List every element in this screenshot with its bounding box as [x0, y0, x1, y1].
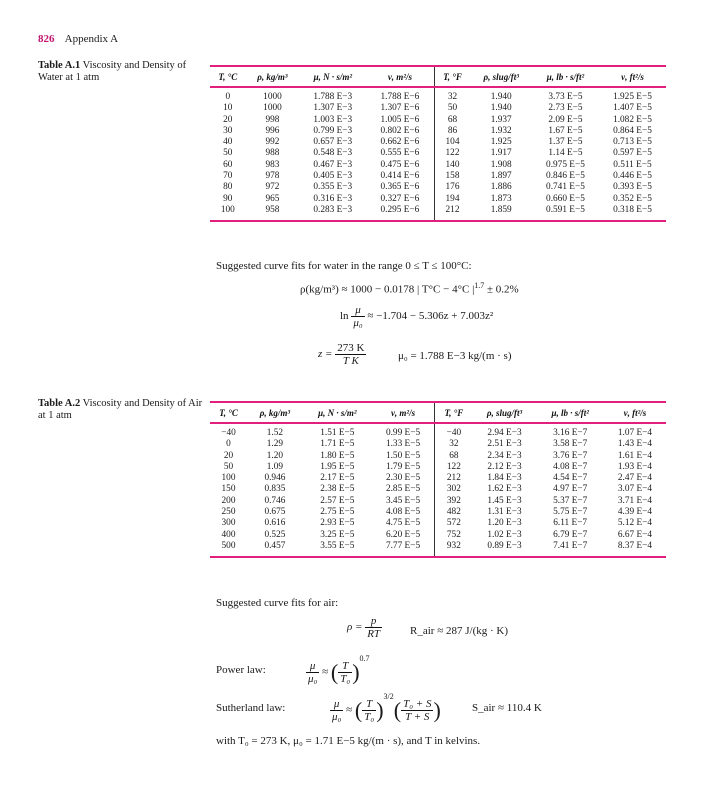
table-cell: 150 [221, 484, 236, 495]
table-cell: 500 [221, 540, 236, 551]
sutherland-law-fit: $\frac{\mu}{\text{μ₀}}$ ≈ ( $\frac{T}{\text{T₀}}$ )$^{3/2}$( $\frac{\text{T₀ + S}}{T + S}$ ) [332, 692, 441, 723]
table-cell: 1000 [263, 92, 282, 102]
table-cell: 10 [223, 103, 233, 114]
table-cell: 1.897 [490, 171, 512, 182]
z-numerator: 273 K [337, 342, 365, 354]
table-cell: 1.908 [490, 159, 512, 170]
table-cell: 86 [434, 126, 470, 137]
table-cell: 988 [265, 148, 280, 159]
column-header: ν, ft²/s [623, 407, 647, 418]
table-cell: 2.93 E−5 [320, 518, 355, 529]
table-cell: 992 [265, 137, 280, 148]
mu-numerator: μ [351, 304, 364, 317]
table-cell: 0.675 [264, 507, 286, 518]
table-row [210, 473, 666, 484]
table-cell: 68 [435, 451, 473, 462]
water-table [210, 65, 666, 222]
table-cell: 2.09 E−5 [548, 114, 583, 125]
table-cell: 1.51 E−5 [320, 428, 355, 438]
table-row [210, 541, 666, 557]
table-cell: 1.925 [490, 137, 512, 148]
water-density-fit [300, 281, 519, 296]
z-fraction [335, 342, 366, 367]
table-cell: 0.283 E−3 [313, 204, 353, 215]
table-cell: 0.660 E−5 [546, 193, 585, 204]
table-cell: 0.511 E−5 [613, 159, 652, 170]
table-cell: 0.457 [264, 540, 286, 551]
table-cell: 978 [265, 171, 280, 182]
table-cell: 4.08 E−7 [553, 461, 588, 472]
suth-approx: ≈ [346, 704, 353, 716]
suth-s-ratio [401, 698, 433, 723]
column-header: ν, m²/s [390, 407, 416, 418]
table-cell: 0.355 E−3 [313, 182, 353, 193]
z-lhs: z = [318, 348, 333, 361]
table-cell: 0 [226, 439, 231, 450]
table-cell: 3.07 E−4 [617, 484, 653, 495]
table-cell: 2.38 E−5 [320, 484, 355, 495]
table-cell: 1000 [263, 103, 282, 114]
table-cell: 1.52 [266, 428, 284, 438]
table-cell: 70 [223, 171, 233, 182]
power-exponent: 0.7 [359, 654, 370, 663]
table-cell: 1.307 E−6 [380, 103, 420, 114]
table-cell: 5.75 E−7 [553, 507, 588, 518]
table2-caption-text: Viscosity and Density of Air at 1 atm [38, 398, 203, 421]
table-cell: 1.932 [490, 125, 512, 136]
table-cell: 0.846 E−5 [546, 171, 585, 182]
table-row [210, 496, 666, 507]
table-cell: 0.597 E−5 [613, 148, 652, 159]
column-header: μ, lb · s/ft² [551, 407, 589, 418]
table-cell: 1.005 E−6 [380, 114, 420, 125]
table-cell: 965 [265, 193, 280, 204]
column-header: ρ, kg/m³ [259, 407, 291, 418]
table-cell: 2.75 E−5 [320, 507, 355, 518]
table-cell: 392 [435, 496, 473, 507]
table-cell: 998 [265, 114, 280, 125]
table2-label: Table A.2 [38, 398, 81, 409]
table-cell: 0.713 E−5 [613, 137, 652, 148]
power-mu: μ [306, 660, 319, 673]
power-law-fit: $\frac{\mu}{\text{μ₀}}$ ≈ ( $\frac{T}{\text{T₀}}$ )$^{0.7}$ [308, 654, 370, 685]
table-cell: 1.93 E−4 [617, 461, 653, 472]
table-cell: 0 [225, 92, 231, 102]
table-cell: 1.61 E−4 [617, 450, 653, 461]
table-cell: 176 [434, 182, 470, 193]
table-row [210, 126, 666, 137]
column-header: ρ, slug/ft³ [486, 407, 523, 418]
table-cell: 1.003 E−3 [313, 114, 353, 125]
table-cell: 2.73 E−5 [548, 103, 583, 114]
table-cell: 0.835 [264, 484, 286, 495]
table-cell: 0.616 [264, 518, 286, 529]
water-viscosity-fit [340, 304, 493, 329]
table-cell: 158 [434, 171, 470, 182]
table-row [210, 103, 666, 114]
table-cell: 7.77 E−5 [385, 540, 421, 551]
table-cell: 0.802 E−6 [380, 125, 420, 136]
table-cell: 4.97 E−7 [553, 484, 588, 495]
table-cell: 1.307 E−3 [313, 103, 353, 114]
z-definition [318, 342, 366, 367]
table-cell: 0.555 E−6 [380, 148, 420, 159]
mu0-definition: μ₀ = 1.788 E−3 kg/(m · s) [398, 350, 512, 362]
table-cell: 0.318 E−5 [613, 204, 652, 215]
water-density-exponent: 1.7 [474, 281, 485, 290]
table-cell: 104 [434, 137, 470, 148]
table-cell: 1.37 E−5 [548, 137, 583, 148]
r-air: R_air ≈ 287 J/(kg · K) [410, 625, 508, 637]
suth-lhs [330, 698, 343, 723]
column-header: T, °C [219, 407, 238, 418]
table-cell: 6.79 E−7 [553, 529, 588, 540]
table-cell: 40 [223, 137, 233, 148]
table-cell: 5.37 E−7 [553, 495, 588, 506]
column-header: μ, lb · s/ft² [546, 71, 585, 82]
table-cell: 1.788 E−3 [313, 92, 353, 102]
table-cell: 0.316 E−3 [313, 193, 353, 204]
table-cell: 1.937 [490, 114, 512, 125]
table-cell: 4.39 E−4 [617, 507, 653, 518]
table-cell: 68 [434, 115, 470, 126]
table-cell: 7.41 E−7 [553, 540, 588, 551]
suth-temp-ratio [362, 698, 376, 723]
ideal-gas-fraction [365, 615, 382, 640]
suth-mu0: μ₀ [332, 710, 342, 723]
table-cell: 1.940 [490, 103, 512, 114]
table-cell: 200 [221, 495, 236, 506]
suth-exponent: 3/2 [383, 692, 394, 701]
table-row [210, 507, 666, 518]
power-law-label: Power law: [216, 664, 266, 676]
table-cell: 0.295 E−6 [380, 204, 420, 215]
column-header: T, °F [435, 402, 473, 423]
table-cell: 1.33 E−5 [385, 439, 421, 450]
table-cell: 3.58 E−7 [553, 439, 588, 450]
table-cell: 3.25 E−5 [320, 529, 355, 540]
table-cell: 932 [435, 541, 473, 557]
table-cell: 1.886 [490, 182, 512, 193]
table-cell: 0.799 E−3 [313, 125, 353, 136]
table-cell: 1.31 E−3 [487, 507, 522, 518]
table-row [210, 530, 666, 541]
ln-label: ln [340, 310, 349, 323]
column-header: ρ, slug/ft³ [483, 71, 519, 82]
table-cell: 1.80 E−5 [320, 450, 355, 461]
table-cell: 6.11 E−7 [553, 518, 588, 529]
ideal-gas-fit [347, 615, 382, 640]
table-cell: 50 [223, 148, 233, 159]
suth-t0: T₀ [364, 710, 375, 723]
table-cell: 4.75 E−5 [385, 518, 421, 529]
table-cell: 0.946 [264, 473, 286, 484]
table-cell: 1.45 E−3 [487, 495, 522, 506]
table-cell: 1.788 E−6 [380, 92, 420, 102]
table-cell: 2.57 E−5 [320, 495, 355, 506]
table-cell: 2.30 E−5 [385, 473, 421, 484]
column-header: ν, m²/s [387, 71, 413, 82]
column-header: ρ, kg/m³ [257, 71, 288, 82]
power-approx: ≈ [322, 666, 329, 678]
air-fits-footer: with T₀ = 273 K, μ₀ = 1.71 E−5 kg/(m · s), and T in kelvins. [216, 735, 481, 747]
table-cell: 302 [435, 484, 473, 495]
table-cell: 80 [223, 182, 233, 193]
table-cell: 2.85 E−5 [385, 484, 421, 495]
table-cell: 3.55 E−5 [320, 540, 355, 551]
power-t0: T₀ [340, 672, 351, 685]
table-cell: 2.94 E−3 [487, 428, 522, 438]
mu-ratio [351, 304, 364, 329]
table-cell: 3.71 E−4 [617, 495, 653, 506]
table-cell: 1.29 [266, 439, 284, 450]
table-cell: 0.525 [264, 529, 286, 540]
table-cell: 2.34 E−3 [487, 450, 522, 461]
table-cell: 1.917 [490, 148, 512, 159]
table-cell: 1.62 E−3 [487, 484, 522, 495]
table-cell: 8.37 E−4 [617, 540, 653, 551]
table-cell: 958 [265, 204, 280, 215]
table-cell: 1.873 [490, 193, 512, 204]
table-cell: 752 [435, 530, 473, 541]
table-cell: 100 [221, 473, 236, 484]
table-cell: 0.657 E−3 [313, 137, 353, 148]
water-viscosity-rhs: ≈ −1.704 − 5.306z + 7.003z² [367, 310, 494, 323]
table-header-row [210, 66, 666, 87]
table-cell: 1.20 [266, 450, 284, 461]
power-mu0: μ₀ [308, 672, 318, 685]
table-cell: 212 [434, 205, 470, 221]
table-cell: 250 [221, 507, 236, 518]
table-cell: 1.67 E−5 [548, 125, 583, 136]
power-temp-ratio [338, 660, 352, 685]
table-cell: 1.940 [490, 92, 512, 102]
table-cell: 1.79 E−5 [385, 461, 421, 472]
table-row [210, 87, 666, 103]
water-density-rhs: ± 0.2% [484, 283, 519, 296]
table-cell: 20 [223, 450, 234, 461]
table-cell: 0.393 E−5 [613, 182, 652, 193]
table-cell: 6.20 E−5 [385, 529, 421, 540]
table-cell: 3.73 E−5 [548, 92, 583, 102]
table-row [210, 423, 666, 439]
table-cell: 0.662 E−6 [380, 137, 420, 148]
table-cell: 212 [435, 473, 473, 484]
table-cell: 1.14 E−5 [548, 148, 583, 159]
table-cell: 0.405 E−3 [313, 171, 353, 182]
table-cell: 2.12 E−3 [487, 461, 522, 472]
table-cell: 50 [434, 103, 470, 114]
air-fits-intro: Suggested curve fits for air: [216, 597, 339, 609]
table-cell: 0.746 [264, 495, 286, 506]
table-cell: 4.54 E−7 [553, 473, 588, 484]
table-cell: 0.99 E−5 [385, 428, 421, 438]
table-cell: 482 [435, 507, 473, 518]
table-cell: 0.365 E−6 [380, 182, 420, 193]
table-cell: 572 [435, 518, 473, 529]
table-cell: 1.082 E−5 [613, 114, 652, 125]
table-row [210, 160, 666, 171]
table-cell: 122 [434, 148, 470, 159]
table-cell: 90 [223, 193, 233, 204]
table-cell: 122 [435, 462, 473, 473]
table-cell: 3.16 E−7 [553, 428, 588, 438]
table-cell: 6.67 E−4 [617, 529, 653, 540]
table-cell: 1.50 E−5 [385, 450, 421, 461]
column-header: ν, ft²/s [621, 71, 644, 82]
section-title: Appendix A [64, 33, 119, 45]
table-cell: 3.76 E−7 [553, 450, 588, 461]
table-cell: 0.591 E−5 [546, 204, 585, 215]
water-density-lhs: ρ(kg/m³) ≈ 1000 − 0.0178 | T°C − 4°C | [300, 283, 475, 296]
table-cell: 1.09 [266, 461, 284, 472]
table-cell: 2.17 E−5 [320, 473, 355, 484]
table-cell: 5.12 E−4 [617, 518, 653, 529]
table-cell: 20 [223, 114, 233, 125]
table-row [210, 451, 666, 462]
table-cell: 4.08 E−5 [385, 507, 421, 518]
table-cell: 32 [434, 87, 470, 103]
table-cell: 0.864 E−5 [613, 125, 652, 136]
table-cell: 0.548 E−3 [313, 148, 353, 159]
table-row [210, 439, 666, 450]
pressure: p [365, 615, 382, 628]
column-header: T, °F [434, 66, 470, 87]
table-cell: 1.859 [490, 204, 512, 215]
table-cell: 0.975 E−5 [546, 159, 585, 170]
table-row [210, 171, 666, 182]
table-cell: −40 [435, 423, 473, 439]
table-cell: 0.446 E−5 [613, 171, 652, 182]
table-row [210, 484, 666, 495]
table-row [210, 462, 666, 473]
table-cell: 1.20 E−3 [487, 518, 522, 529]
table-row [210, 182, 666, 193]
water-fits-intro: Suggested curve fits for water in the range 0 ≤ T ≤ 100°C: [216, 260, 472, 272]
table-cell: 0.475 E−6 [380, 159, 420, 170]
column-header: μ, N · s/m² [318, 407, 357, 418]
suth-t: T [362, 698, 376, 711]
table-cell: 0.741 E−5 [546, 182, 585, 193]
sutherland-law-label: Sutherland law: [216, 702, 286, 714]
table-row [210, 137, 666, 148]
table-cell: 32 [435, 439, 473, 450]
table-cell: 0.414 E−6 [380, 171, 420, 182]
table-cell: 1.95 E−5 [320, 461, 355, 472]
power-t: T [338, 660, 352, 673]
column-header: T, °C [218, 71, 238, 82]
z-denominator: T K [342, 355, 359, 367]
power-lhs [306, 660, 319, 685]
table-cell: 972 [265, 182, 280, 193]
s-air: S_air ≈ 110.4 K [472, 702, 542, 714]
table-row [210, 194, 666, 205]
table-cell: 3.45 E−5 [385, 495, 421, 506]
table1-label: Table A.1 [38, 60, 81, 71]
page-number: 826 [38, 33, 55, 45]
table-cell: 2.47 E−4 [617, 473, 653, 484]
table-row [210, 205, 666, 221]
table-cell: 194 [434, 194, 470, 205]
table-row [210, 518, 666, 529]
page-header [38, 33, 118, 45]
table-cell: 50 [223, 461, 234, 472]
table-cell: 983 [265, 159, 280, 170]
table-cell: 1.43 E−4 [617, 439, 653, 450]
table-cell: 1.407 E−5 [613, 103, 652, 114]
rho-lhs: ρ = [347, 621, 363, 634]
table-cell: 30 [223, 125, 233, 136]
table-cell: 1.925 E−5 [613, 92, 652, 102]
table-cell: 300 [221, 518, 236, 529]
table-cell: 100 [220, 204, 235, 215]
table-cell: −40 [221, 428, 236, 438]
table-row [210, 148, 666, 159]
rt: RT [367, 628, 381, 640]
suth-mu: μ [330, 698, 343, 711]
table-cell: 1.02 E−3 [487, 529, 522, 540]
table2-caption [38, 398, 203, 422]
suth-denominator: T + S [405, 710, 430, 723]
table-cell: 0.89 E−3 [487, 540, 522, 551]
table-cell: 1.71 E−5 [320, 439, 355, 450]
table-cell: 60 [223, 159, 233, 170]
table-cell: 140 [434, 160, 470, 171]
table-cell: 0.467 E−3 [313, 159, 353, 170]
table-cell: 2.51 E−3 [487, 439, 522, 450]
table-row [210, 115, 666, 126]
table-cell: 1.84 E−3 [487, 473, 522, 484]
table-cell: 1.07 E−4 [617, 428, 653, 438]
air-table [210, 401, 666, 558]
mu-denominator: μ₀ [353, 317, 363, 329]
table1-caption [38, 60, 203, 84]
suth-numerator: T₀ + S [403, 697, 432, 710]
table-cell: 996 [265, 125, 280, 136]
table-cell: 0.327 E−6 [380, 193, 420, 204]
table-cell: 0.352 E−5 [613, 193, 652, 204]
table1-caption-text: Viscosity and Density of Water at 1 atm [38, 60, 187, 83]
column-header: μ, N · s/m² [313, 71, 353, 82]
table-header-row [210, 402, 666, 423]
table-cell: 400 [221, 529, 236, 540]
